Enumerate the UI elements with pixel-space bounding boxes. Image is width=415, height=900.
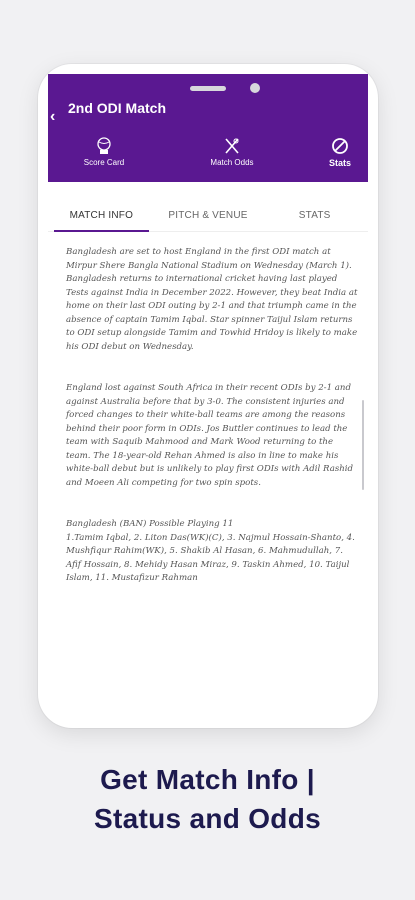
subtab-stats[interactable]: STATS — [298, 210, 331, 221]
phone-frame — [38, 64, 378, 728]
promo-caption-line-2: Status and Odds — [94, 803, 321, 834]
tab-stats-label: Stats — [328, 158, 351, 168]
promo-caption-line-1: Get Match Info | — [100, 764, 315, 795]
match-info-paragraph: England lost against South Africa in their recent ODIs by 2-1 and against Australia before that by 3-0. The consistent injuries and forced changes to their white-ball teams are among the reasons behind their poor form in ODIs. Jos Buttler continues to lead the team with Saquib Mahmood and Mark Wood returning to the team. The 18-year-old Rehan Ahmed is also in line to make his white-ball debut but is unlikely to play first ODIs with Adil Rashid and Moeen Ali competing for two spin spots. — [66, 383, 354, 488]
page-title: 2nd ODI Match — [68, 100, 167, 116]
back-arrow-icon[interactable]: ‹ — [50, 108, 56, 125]
top-tab-bar — [48, 136, 368, 176]
cricket-ball-icon — [95, 136, 113, 156]
match-info-content — [66, 236, 358, 718]
crossed-bats-icon — [223, 136, 241, 156]
subtab-pitch-venue[interactable]: PITCH & VENUE — [168, 210, 248, 221]
tab-score-card[interactable] — [64, 136, 144, 176]
match-info-paragraph: Bangladesh (BAN) Possible Playing 11 1.Tamim Iqbal, 2. Liton Das(WK)(C), 3. Najmul Hossain-Shanto, 4. Mushfiqur Rahim(WK), 5. Shakib Al Hasan, 6. Mahmudullah, 7. Afif Hossain, 8. Mehidy Hasan Miraz, 9. Taskin Ahmed, 10. Taijul Islam, 11. Mustafizur Rahman — [66, 519, 355, 583]
ball-stats-icon — [331, 136, 349, 156]
promo-caption — [0, 760, 415, 838]
tab-score-card-label: Score Card — [83, 158, 125, 167]
app-screen — [48, 74, 368, 718]
tab-stats[interactable] — [320, 136, 360, 176]
sub-tab-bar — [48, 182, 368, 232]
subtab-match-info[interactable]: MATCH INFO — [48, 182, 155, 231]
match-info-paragraph: Bangladesh are set to host England in the first ODI match at Mirpur Shere Bangla National Stadium on Wednesday (March 1). Bangladesh returns to international cricket having last played Tests against India in December 2022. However, they beat India at home on their last ODI outing by 2-1 and that triumph came in the absence of captain Tamim Iqbal. Star spinner Taijul Islam returns to ODI setup alongside Tamim and Towhid Hridoy is likely to make his ODI debut on Wednesday. — [66, 247, 358, 352]
phone-camera — [250, 83, 260, 93]
tab-match-odds[interactable] — [192, 136, 272, 176]
scrollbar[interactable] — [362, 400, 364, 490]
phone-speaker — [190, 86, 226, 91]
tab-match-odds-label: Match Odds — [210, 158, 254, 167]
